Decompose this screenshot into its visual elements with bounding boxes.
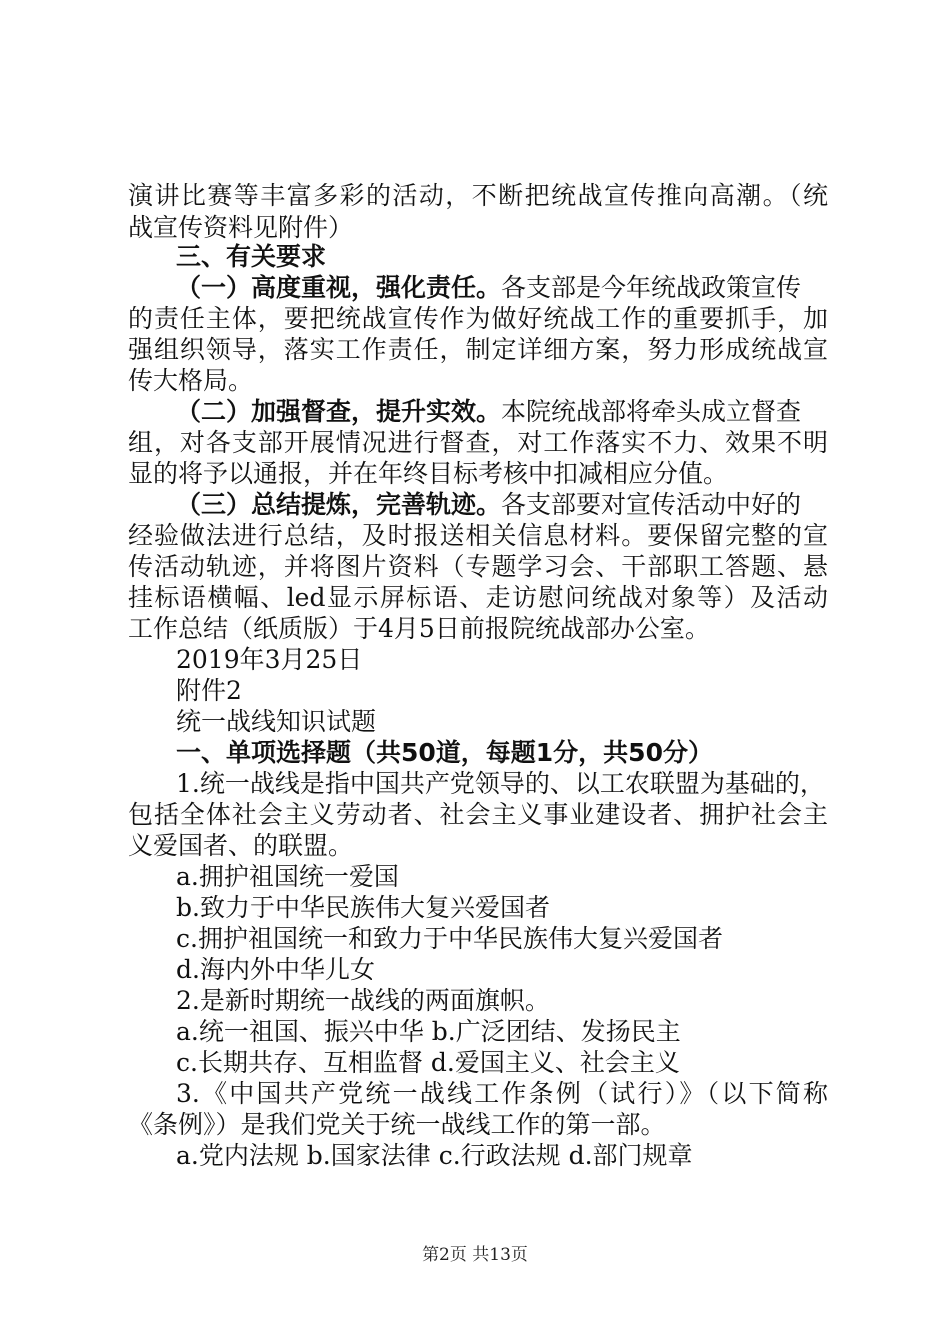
paragraph-line: 包括全体社会主义劳动者、社会主义事业建设者、拥护社会主 [128, 800, 828, 829]
question-line: 2.是新时期统一战线的两面旗帜。 [176, 986, 550, 1015]
paragraph-line: 的责任主体，要把统战宣传作为做好统战工作的重要抓手，加 [128, 304, 828, 333]
option-line: c.拥护祖国统一和致力于中华民族伟大复兴爱国者 [176, 924, 723, 953]
paragraph-line: 工作总结（纸质版）于4月5日前报院统战部办公室。 [128, 614, 710, 643]
option-line: b.致力于中华民族伟大复兴爱国者 [176, 893, 550, 922]
question-line: 1.统一战线是指中国共产党领导的、以工农联盟为基础的， [176, 769, 825, 798]
paragraph-line: 战宣传资料见附件） [128, 213, 354, 242]
paragraph-line: 演讲比赛等丰富多彩的活动，不断把统战宣传推向高潮。（统 [128, 181, 828, 210]
option-line: a.统一祖国、振兴中华 b.广泛团结、发扬民主 [176, 1017, 681, 1046]
option-line: a.拥护祖国统一爱国 [176, 862, 399, 891]
paragraph-line: 传大格局。 [128, 366, 254, 395]
paragraph-line: 经验做法进行总结，及时报送相关信息材料。要保留完整的宣 [128, 521, 828, 550]
paragraph-line: （三）总结提炼，完善轨迹。各支部要对宣传活动中好的 [176, 490, 802, 519]
section-heading: 一、单项选择题（共50道，每题1分，共50分） [176, 738, 713, 767]
section-heading: 三、有关要求 [176, 242, 327, 271]
paragraph-line: 挂标语横幅、led显示屏标语、走访慰问统战对象等）及活动 [128, 583, 828, 612]
date-line: 2019年3月25日 [176, 645, 363, 674]
paragraph-line: 显的将予以通报，并在年终目标考核中扣减相应分值。 [128, 459, 729, 488]
paragraph-line: 《条例》）是我们党关于统一战线工作的第一部。 [128, 1110, 666, 1139]
question-line: 3.《中国共产党统一战线工作条例（试行）》（以下简称 [176, 1079, 828, 1108]
option-line: a.党内法规 b.国家法律 c.行政法规 d.部门规章 [176, 1141, 693, 1170]
attachment-title: 统一战线知识试题 [176, 707, 377, 736]
paragraph-line: 义爱国者、的联盟。 [128, 831, 354, 860]
subsection-heading: （二）加强督查，提升实效。 [176, 397, 502, 426]
option-line: d.海内外中华儿女 [176, 955, 375, 984]
attachment-label: 附件2 [176, 676, 242, 705]
paragraph-line: 传活动轨迹，并将图片资料（专题学习会、干部职工答题、悬 [128, 552, 828, 581]
subsection-heading: （一）高度重视，强化责任。 [176, 273, 502, 302]
paragraph-line: （一）高度重视，强化责任。各支部是今年统战政策宣传 [176, 273, 802, 302]
page-footer: 第2页 共13页 [422, 1245, 528, 1265]
paragraph-line: 组，对各支部开展情况进行督查，对工作落实不力、效果不明 [128, 428, 828, 457]
option-line: c.长期共存、互相监督 d.爱国主义、社会主义 [176, 1048, 680, 1077]
paragraph-line: 强组织领导，落实工作责任，制定详细方案，努力形成统战宣 [128, 335, 828, 364]
paragraph-line: （二）加强督查，提升实效。本院统战部将牵头成立督查 [176, 397, 802, 426]
subsection-heading: （三）总结提炼，完善轨迹。 [176, 490, 502, 519]
